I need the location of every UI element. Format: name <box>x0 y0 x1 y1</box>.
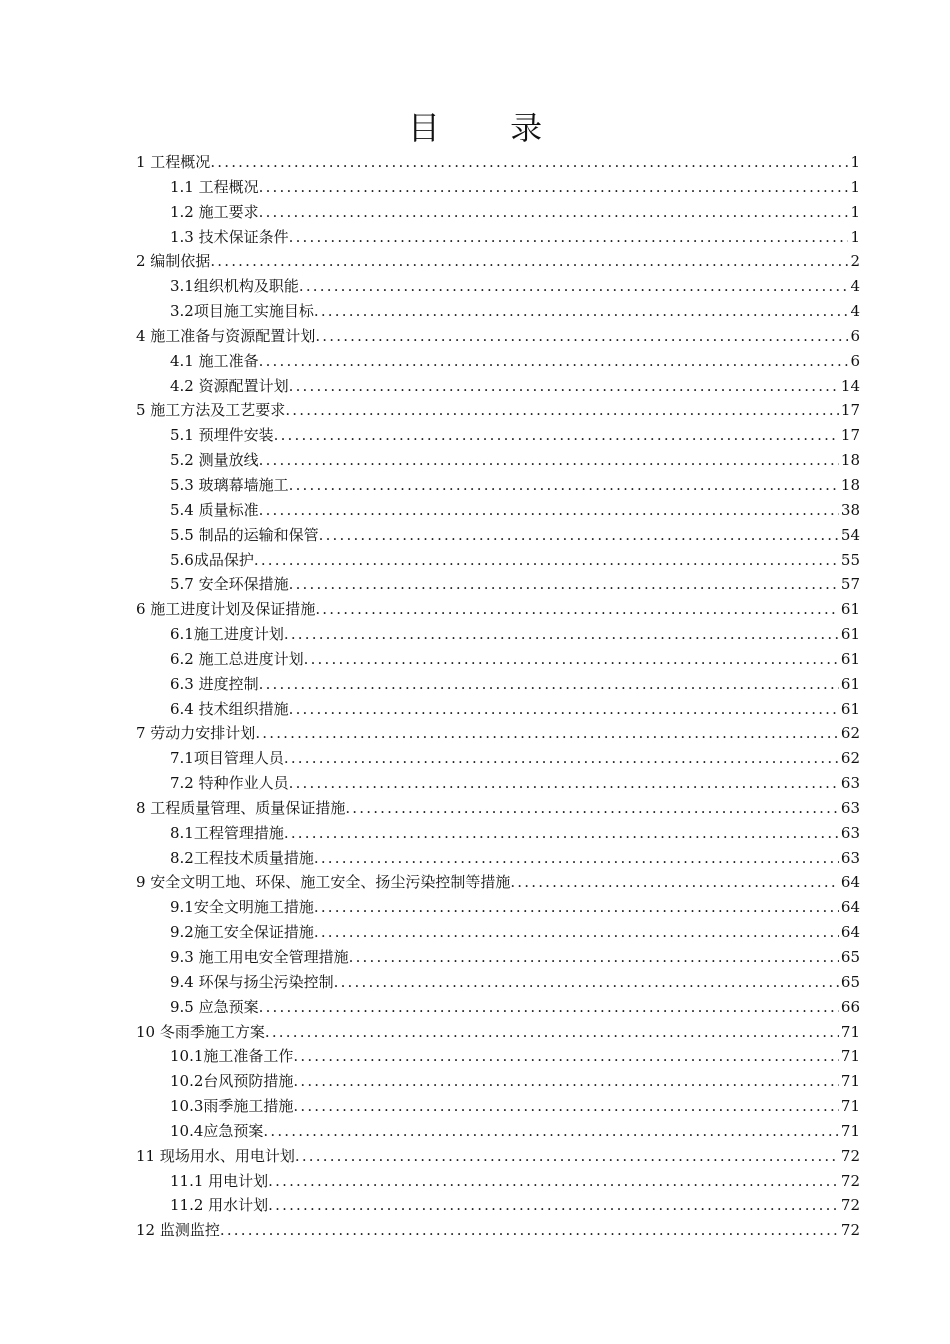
toc-leader-dots <box>314 299 849 324</box>
toc-entry-page-number: 1 <box>850 202 860 221</box>
toc-entry-label: 9.3 施工用电安全管理措施 <box>170 948 349 966</box>
toc-entry-label: 5.7 安全环保措施 <box>170 575 289 594</box>
toc-entry[interactable] <box>136 970 860 995</box>
toc-entry-page-number: 18 <box>840 475 860 494</box>
toc-leader-dots <box>284 746 839 771</box>
toc-entry-label: 4.1 施工准备 <box>170 351 259 370</box>
toc-entry-label: 7 劳动力安排计划 <box>136 724 256 743</box>
toc-leader-dots <box>259 498 839 523</box>
toc-entry-page-number: 1 <box>850 153 860 171</box>
toc-entry-label: 6 施工进度计划及保证措施 <box>136 600 316 619</box>
toc-entry[interactable] <box>136 721 860 746</box>
toc-entry[interactable] <box>136 498 860 523</box>
toc-entry-label: 6.4 技术组织措施 <box>170 699 289 718</box>
toc-leader-dots <box>284 622 839 647</box>
toc-leader-dots <box>314 846 839 871</box>
toc-entry-page-number: 66 <box>840 997 860 1016</box>
toc-entry[interactable] <box>136 225 860 250</box>
toc-leader-dots <box>293 1094 839 1119</box>
toc-entry-label: 2 编制依据 <box>136 252 211 271</box>
toc-entry[interactable] <box>136 1069 860 1094</box>
toc-leader-dots <box>268 1193 839 1218</box>
toc-entry-page-number: 71 <box>840 1121 860 1140</box>
toc-entry-label: 7.1项目管理人员 <box>170 749 284 768</box>
toc-leader-dots <box>254 548 839 573</box>
toc-entry-page-number: 72 <box>840 1171 860 1190</box>
toc-entry-label: 8 工程质量管理、质量保证措施 <box>136 798 346 817</box>
toc-entry-label: 8.2工程技术质量措施 <box>170 848 314 867</box>
toc-entry-page-number: 72 <box>840 1146 860 1165</box>
toc-entry-label: 4.2 资源配置计划 <box>170 376 289 395</box>
toc-entry-label: 5.1 预埋件安装 <box>170 426 274 445</box>
toc-entry-page-number: 71 <box>840 1022 860 1041</box>
toc-entry-page-number: 62 <box>840 724 860 743</box>
toc-entry[interactable] <box>136 572 860 597</box>
toc-leader-dots <box>268 1169 839 1194</box>
toc-entry-label: 10.2台风预防措施 <box>170 1072 294 1091</box>
toc-entry-page-number: 6 <box>850 326 860 345</box>
toc-leader-dots <box>334 970 839 995</box>
toc-entry[interactable] <box>136 945 860 970</box>
toc-entry-label: 9.5 应急预案 <box>170 997 259 1016</box>
toc-entry-label: 5.3 玻璃幕墙施工 <box>170 475 289 494</box>
toc-entry-label: 11.1 用电计划 <box>170 1171 269 1190</box>
toc-entry-page-number: 61 <box>840 625 860 644</box>
toc-entry-page-number: 18 <box>840 451 860 470</box>
toc-leader-dots <box>259 995 839 1020</box>
toc-entry-page-number: 63 <box>840 848 860 867</box>
toc-entry-page-number: 72 <box>840 1221 860 1240</box>
toc-entry-page-number: 61 <box>840 649 860 668</box>
toc-entry-label: 5.4 质量标准 <box>170 500 259 519</box>
toc-entry-page-number: 64 <box>840 873 860 892</box>
toc-entry-page-number: 6 <box>850 351 860 370</box>
toc-entry[interactable] <box>136 870 860 895</box>
toc-entry-page-number: 61 <box>840 600 860 619</box>
toc-entry-label: 5.6成品保护 <box>170 550 254 569</box>
toc-leader-dots <box>210 150 848 175</box>
toc-entry[interactable] <box>136 398 860 423</box>
toc-entry-page-number: 72 <box>840 1196 860 1215</box>
toc-entry[interactable] <box>136 423 860 448</box>
toc-leader-dots <box>293 1044 839 1069</box>
toc-entry[interactable] <box>136 299 860 324</box>
toc-entry-page-number: 4 <box>850 302 860 321</box>
toc-entry-page-number: 62 <box>840 749 860 768</box>
toc-entry-label: 5 施工方法及工艺要求 <box>136 401 286 420</box>
toc-entry[interactable] <box>136 672 860 697</box>
toc-entry-page-number: 61 <box>840 674 860 693</box>
toc-entry[interactable] <box>136 647 860 672</box>
toc-leader-dots <box>220 1218 839 1243</box>
toc-entry-label: 10.1施工准备工作 <box>170 1047 294 1066</box>
toc-entry-label: 10 冬雨季施工方案 <box>136 1022 265 1041</box>
toc-leader-dots <box>259 448 839 473</box>
toc-leader-dots <box>289 374 839 399</box>
toc-leader-dots <box>255 721 839 746</box>
toc-entry[interactable] <box>136 697 860 722</box>
toc-leader-dots <box>263 1119 839 1144</box>
toc-leader-dots <box>314 895 839 920</box>
toc-entry-label: 12 监测监控 <box>136 1221 220 1240</box>
toc-entry-page-number: 2 <box>850 252 860 271</box>
toc-entry-label: 1.1 工程概况 <box>170 177 259 196</box>
toc-leader-dots <box>289 225 849 250</box>
toc-entry[interactable] <box>136 920 860 945</box>
toc-entry-page-number: 61 <box>840 699 860 718</box>
toc-leader-dots <box>299 274 849 299</box>
toc-entry[interactable] <box>136 448 860 473</box>
toc-entry[interactable] <box>136 374 860 399</box>
toc-leader-dots <box>259 200 849 225</box>
toc-entry[interactable] <box>136 1094 860 1119</box>
toc-entry[interactable] <box>136 821 860 846</box>
toc-leader-dots <box>259 175 849 200</box>
toc-entry[interactable] <box>136 200 860 225</box>
toc-entry[interactable] <box>136 622 860 647</box>
toc-entry-page-number: 14 <box>840 376 860 395</box>
toc-entry[interactable] <box>136 846 860 871</box>
toc-entry-page-number: 17 <box>840 426 860 445</box>
toc-leader-dots <box>319 523 839 548</box>
toc-entry-label: 6.2 施工总进度计划 <box>170 649 304 668</box>
toc-entry-label: 7.2 特种作业人员 <box>170 774 289 793</box>
toc-leader-dots <box>345 796 839 821</box>
toc-entry-label: 9.4 环保与扬尘污染控制 <box>170 972 334 991</box>
toc-entry-page-number: 65 <box>840 948 860 966</box>
toc-leader-dots <box>349 945 839 970</box>
toc-entry-label: 3.1组织机构及职能 <box>170 277 299 296</box>
toc-entry-label: 11.2 用水计划 <box>170 1196 269 1215</box>
toc-entry-label: 9.2施工安全保证措施 <box>170 923 314 942</box>
table-of-contents <box>136 150 860 1243</box>
toc-leader-dots <box>304 647 839 672</box>
toc-leader-dots <box>314 920 839 945</box>
toc-entry-label: 1.2 施工要求 <box>170 202 259 221</box>
toc-leader-dots <box>285 398 839 423</box>
toc-leader-dots <box>293 1069 839 1094</box>
toc-entry-page-number: 71 <box>840 1072 860 1091</box>
toc-entry[interactable] <box>136 249 860 274</box>
toc-entry-page-number: 4 <box>850 277 860 296</box>
toc-entry-label: 9 安全文明工地、环保、施工安全、扬尘污染控制等措施 <box>136 873 511 892</box>
toc-entry-label: 5.5 制品的运输和保管 <box>170 525 319 544</box>
toc-leader-dots <box>289 473 839 498</box>
toc-entry[interactable] <box>136 1044 860 1069</box>
toc-leader-dots <box>315 597 839 622</box>
toc-leader-dots <box>259 672 839 697</box>
toc-entry-page-number: 71 <box>840 1097 860 1116</box>
toc-entry-label: 6.1施工进度计划 <box>170 625 284 644</box>
toc-leader-dots <box>259 349 849 374</box>
toc-entry-page-number: 1 <box>850 227 860 246</box>
toc-entry-page-number: 57 <box>840 575 860 594</box>
toc-entry[interactable] <box>136 796 860 821</box>
toc-leader-dots <box>289 572 839 597</box>
toc-leader-dots <box>315 324 848 349</box>
toc-entry-label: 9.1安全文明施工措施 <box>170 898 314 917</box>
toc-entry-page-number: 64 <box>840 898 860 917</box>
toc-entry-label: 11 现场用水、用电计划 <box>136 1146 295 1165</box>
toc-entry-page-number: 17 <box>840 401 860 420</box>
toc-entry[interactable] <box>136 523 860 548</box>
toc-entry-page-number: 63 <box>840 774 860 793</box>
toc-leader-dots <box>510 870 839 895</box>
toc-entry-page-number: 63 <box>840 823 860 842</box>
toc-entry[interactable] <box>136 597 860 622</box>
toc-entry-page-number: 54 <box>840 525 860 544</box>
toc-entry-label: 10.4应急预案 <box>170 1121 264 1140</box>
toc-entry[interactable] <box>136 1218 860 1243</box>
toc-entry[interactable] <box>136 175 860 200</box>
toc-entry-page-number: 63 <box>840 798 860 817</box>
toc-entry-label: 1.3 技术保证条件 <box>170 227 289 246</box>
toc-leader-dots <box>274 423 839 448</box>
toc-entry-page-number: 1 <box>850 177 860 196</box>
toc-leader-dots <box>289 697 839 722</box>
toc-entry[interactable] <box>136 324 860 349</box>
toc-entry[interactable] <box>136 1193 860 1218</box>
toc-leader-dots <box>289 771 839 796</box>
toc-entry[interactable] <box>136 1119 860 1144</box>
toc-entry[interactable] <box>136 1020 860 1045</box>
toc-entry[interactable] <box>136 349 860 374</box>
toc-entry-label: 5.2 测量放线 <box>170 451 259 470</box>
toc-entry[interactable] <box>136 1144 860 1169</box>
toc-entry-label: 10.3雨季施工措施 <box>170 1097 294 1116</box>
toc-entry-page-number: 71 <box>840 1047 860 1066</box>
toc-entry[interactable] <box>136 274 860 299</box>
toc-entry[interactable] <box>136 548 860 573</box>
toc-entry[interactable] <box>136 473 860 498</box>
toc-entry[interactable] <box>136 895 860 920</box>
toc-entry[interactable] <box>136 995 860 1020</box>
toc-entry-label: 8.1工程管理措施 <box>170 823 284 842</box>
toc-entry-label: 4 施工准备与资源配置计划 <box>136 326 316 345</box>
toc-leader-dots <box>210 249 848 274</box>
toc-entry[interactable] <box>136 1169 860 1194</box>
toc-entry[interactable] <box>136 746 860 771</box>
toc-entry-page-number: 64 <box>840 923 860 942</box>
toc-entry[interactable] <box>136 150 860 175</box>
toc-leader-dots <box>265 1020 839 1045</box>
toc-entry-label: 6.3 进度控制 <box>170 674 259 693</box>
page-title: 目 录 <box>407 109 573 147</box>
toc-entry-page-number: 55 <box>840 550 860 569</box>
toc-leader-dots <box>284 821 839 846</box>
toc-leader-dots <box>295 1144 839 1169</box>
toc-entry-label: 1 工程概况 <box>136 153 211 171</box>
toc-entry-page-number: 65 <box>840 972 860 991</box>
toc-entry[interactable] <box>136 771 860 796</box>
toc-entry-page-number: 38 <box>840 500 860 519</box>
toc-entry-label: 3.2项目施工实施目标 <box>170 302 314 321</box>
